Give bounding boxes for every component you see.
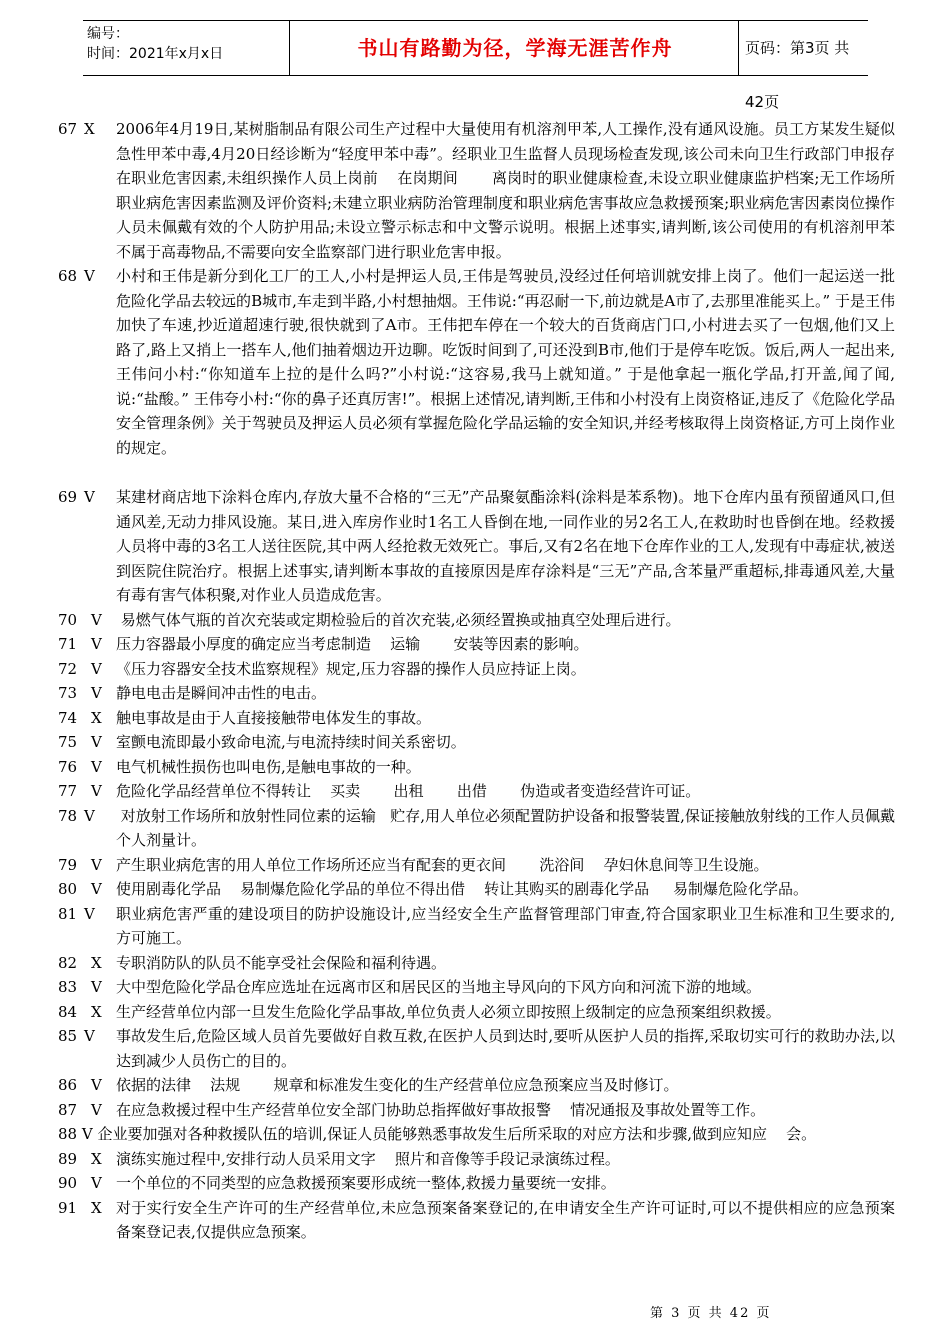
item-text: 产生职业病危害的用人单位工作场所还应当有配套的更衣间 洗浴间 孕妇休息间等卫生设施。 <box>116 855 769 874</box>
item-number: 73 <box>58 684 78 702</box>
item-number: 80 <box>58 880 78 898</box>
item-number: 88 <box>58 1125 78 1143</box>
item-text: 易燃气体气瓶的首次充装或定期检验后的首次充装,必须经置换或抽真空处理后进行。 <box>116 610 681 629</box>
item-text: 小村和王伟是新分到化工厂的工人,小村是押运人员,王伟是驾驶员,没经过任何培训就安排上岗了。他们一起运送一批危险化学品去较远的B城市,车走到半路,小村想抽烟。王伟说:“再忍耐一下,前边就是A市了,去那里准能买上。” 于是王伟加快了车速,抄近道超速行驶,很快就到了A市。王伟把车停在一个较大的百货商店门口,小村进去买了一包烟,他们又上路了,路上又捎上一搭车人,他们抽着烟边开边聊。吃饭时间到了,可还没到B市,他们于是停车吃饭。饭后,两人一起出来,王伟问小村:“你知道车上拉的是什么吗?”小村说:“这容易,我马上就知道。” 于是他拿起一瓶化学品,打开盖,闻了闻,说:“盐酸。” 王伟夸小村:“你的鼻子还真厉害!”。根据上述情况,请判断,王伟和小村没有上岗资格证,违反了《危险化学品安全管理条例》关于驾驶员及押运人员必须有掌握危险化学品运输的安全知识,并经考核取得上岗资格证,方可上岗作业的规定。 <box>116 267 895 457</box>
list-item <box>55 117 895 264</box>
item-answer: V <box>81 1125 93 1143</box>
item-number: 89 <box>58 1149 78 1168</box>
item-number: 69 <box>58 488 78 506</box>
item-answer: V <box>91 635 102 653</box>
item-answer: V <box>91 757 102 776</box>
item-number: 91 <box>58 1198 78 1217</box>
item-answer: X <box>91 953 102 972</box>
item-text: 室颤电流即最小致命电流,与电流持续时间关系密切。 <box>116 733 466 751</box>
item-text: 大中型危险化学品仓库应选址在远离市区和居民区的当地主导风向的下风方向和河流下游的地域。 <box>116 978 762 996</box>
header-page-label: 页码：第3页 共42页 <box>745 39 850 111</box>
item-answer: V <box>84 488 95 506</box>
item-number: 76 <box>58 757 78 776</box>
list-item <box>55 1171 895 1196</box>
item-number: 82 <box>58 953 78 972</box>
serial-label: 编号： <box>87 26 129 42</box>
item-number: 67 <box>58 120 78 138</box>
item-text: 静电电击是瞬间冲击性的电击。 <box>116 684 327 702</box>
item-number: 84 <box>58 1002 78 1021</box>
item-number: 74 <box>58 708 78 727</box>
item-text: 在应急救援过程中生产经营单位安全部门协助总指挥做好事故报警 情况通报及事故处置等工作。 <box>116 1100 766 1119</box>
item-answer: V <box>91 733 102 751</box>
item-text: 2006年4月19日,某树脂制品有限公司生产过程中大量使用有机溶剂甲苯,人工操作,没有通风设施。员工方某发生疑似急性甲苯中毒,4月20日经诊断为“轻度甲苯中毒”。经职业卫生监督人员现场检查发现,该公司未向卫生行政部门申报存在职业危害因素,未组织操作人员上岗前 在岗期间 离岗时的职业健康检查,未设立职业健康监护档案;无工作场所职业病危害因素监测及评价资料;未建立职业病防治管理制度和职业病危害事故应急救援预案;职业病危害因素岗位操作人员未佩戴有效的个人防护用品;未设立警示标志和中文警示说明。根据上述事实,请判断,该公司使用的有机溶剂甲苯不属于高毒物品,不需要向安全监察部门进行职业危害申报。 <box>116 120 895 261</box>
list-item <box>55 264 895 460</box>
item-text: 事故发生后,危险区域人员首先要做好自救互救,在医护人员到达时,要听从医护人员的指挥,采取切实可行的救助办法,以达到减少人员伤亡的目的。 <box>116 1027 895 1070</box>
list-item <box>55 1024 895 1073</box>
item-number: 72 <box>58 659 78 678</box>
list-item <box>55 657 895 682</box>
item-number: 78 <box>58 806 78 825</box>
item-number: 77 <box>58 782 78 800</box>
item-text: 对于实行安全生产许可的生产经营单位,未应急预案备案登记的,在申请安全生产许可证时,可以不提供相应的应急预案备案登记表,仅提供应急预案。 <box>116 1198 895 1241</box>
item-number: 90 <box>58 1174 78 1192</box>
list-item <box>55 1122 895 1147</box>
list-item <box>55 1196 895 1245</box>
item-number: 70 <box>58 610 78 629</box>
item-number: 86 <box>58 1076 78 1094</box>
item-text: 使用剧毒化学品 易制爆危险化学品的单位不得出借 转让其购买的剧毒化学品 易制爆危险化学品。 <box>116 880 808 898</box>
item-text: 《压力容器安全技术监察规程》规定,压力容器的操作人员应持证上岗。 <box>116 659 586 678</box>
item-number: 81 <box>58 904 78 923</box>
item-answer: V <box>91 1076 102 1094</box>
item-answer: V <box>91 659 102 678</box>
item-answer: V <box>91 610 102 629</box>
list-item <box>55 804 895 853</box>
item-answer: X <box>84 120 95 138</box>
list-item <box>55 1147 895 1172</box>
list-item <box>55 706 895 731</box>
list-item <box>55 1098 895 1123</box>
list-item <box>55 853 895 878</box>
item-text: 危险化学品经营单位不得转让 买卖 出租 出借 伪造或者变造经营许可证。 <box>116 782 701 800</box>
item-text: 专职消防队的队员不能享受社会保险和福利待遇。 <box>116 953 447 972</box>
time-label: 时间：2021年x月x日 <box>87 46 224 62</box>
page-header <box>83 20 868 111</box>
header-divider <box>289 21 290 75</box>
item-number: 85 <box>58 1027 78 1045</box>
list-item <box>55 951 895 976</box>
header-divider <box>738 21 739 75</box>
item-number: 68 <box>58 267 78 285</box>
question-list <box>55 117 895 1245</box>
item-answer: V <box>91 1100 102 1119</box>
item-text-inline <box>58 1122 895 1147</box>
item-text: 压力容器最小厚度的确定应当考虑制造 运输 安装等因素的影响。 <box>116 635 589 653</box>
item-number: 87 <box>58 1100 78 1119</box>
item-text: 触电事故是由于人直接接触带电体发生的事故。 <box>116 708 432 727</box>
item-answer: X <box>91 1149 102 1168</box>
item-text: 生产经营单位内部一旦发生危险化学品事故,单位负责人必须立即按照上级制定的应急预案组织救援。 <box>116 1002 781 1021</box>
item-number: 75 <box>58 733 78 751</box>
item-text: 对放射工作场所和放射性同位素的运输 贮存,用人单位必须配置防护设备和报警装置,保证接触放射线的工作人员佩戴个人剂量计。 <box>116 806 895 849</box>
item-answer: V <box>84 806 95 825</box>
item-answer: V <box>91 880 102 898</box>
item-answer: X <box>91 1198 102 1217</box>
item-text: 电气机械性损伤也叫电伤,是触电事故的一种。 <box>116 757 421 776</box>
item-text: 职业病危害严重的建设项目的防护设施设计,应当经安全生产监督管理部门审查,符合国家职业卫生标准和卫生要求的,方可施工。 <box>116 904 895 947</box>
spacer <box>55 460 895 485</box>
item-number: 79 <box>58 855 78 874</box>
item-answer: V <box>91 782 102 800</box>
item-answer: X <box>91 708 102 727</box>
list-item <box>55 632 895 657</box>
item-answer: V <box>84 1027 95 1045</box>
item-text: 演练实施过程中,安排行动人员采用文字 照片和音像等手段记录演练过程。 <box>116 1149 620 1168</box>
item-answer: V <box>91 1174 102 1192</box>
item-number: 83 <box>58 978 78 996</box>
list-item <box>55 902 895 951</box>
list-item <box>55 608 895 633</box>
header-meta <box>87 24 223 64</box>
item-text: 某建材商店地下涂料仓库内,存放大量不合格的“三无”产品聚氨酯涂料(涂料是苯系物)。地下仓库内虽有预留通风口,但通风差,无动力排风设施。某日,进入库房作业时1名工人昏倒在地,一同作业的另2名工人,在救助时也昏倒在地。经救援人员将中毒的3名工人送往医院,其中两人经抢救无效死亡。事后,又有2名在地下仓库作业的工人,发现有中毒症状,被送到医院住院治疗。根据上述事实,请判断本事故的直接原因是库存涂料是“三无”产品,含苯量严重超标,排毒通风差,大量有毒有害气体积聚,对作业人员造成危害。 <box>116 488 895 604</box>
item-answer: V <box>91 684 102 702</box>
list-item <box>55 779 895 804</box>
list-item <box>55 1073 895 1098</box>
list-item <box>55 755 895 780</box>
item-answer: V <box>84 904 95 923</box>
header-motto: 书山有路勤为径，学海无涯苦作舟 <box>357 36 673 60</box>
page-footer: 第 3 页 共 42 页 <box>650 1306 772 1321</box>
item-text: 依据的法律 法规 规章和标准发生变化的生产经营单位应急预案应当及时修订。 <box>116 1076 679 1094</box>
list-item <box>55 485 895 608</box>
item-answer: V <box>91 855 102 874</box>
list-item <box>55 730 895 755</box>
item-answer: X <box>91 1002 102 1021</box>
item-text: 一个单位的不同类型的应急救援预案要形成统一整体,救援力量要统一安排。 <box>116 1174 616 1192</box>
item-answer: V <box>91 978 102 996</box>
list-item <box>55 681 895 706</box>
list-item <box>55 877 895 902</box>
list-item <box>55 975 895 1000</box>
list-item <box>55 1000 895 1025</box>
item-answer: V <box>84 267 95 285</box>
item-number: 71 <box>58 635 78 653</box>
item-text: 企业要加强对各种救援队伍的培训,保证人员能够熟悉事故发生后所采取的对应方法和步骤,做到应知应 会。 <box>97 1125 817 1143</box>
